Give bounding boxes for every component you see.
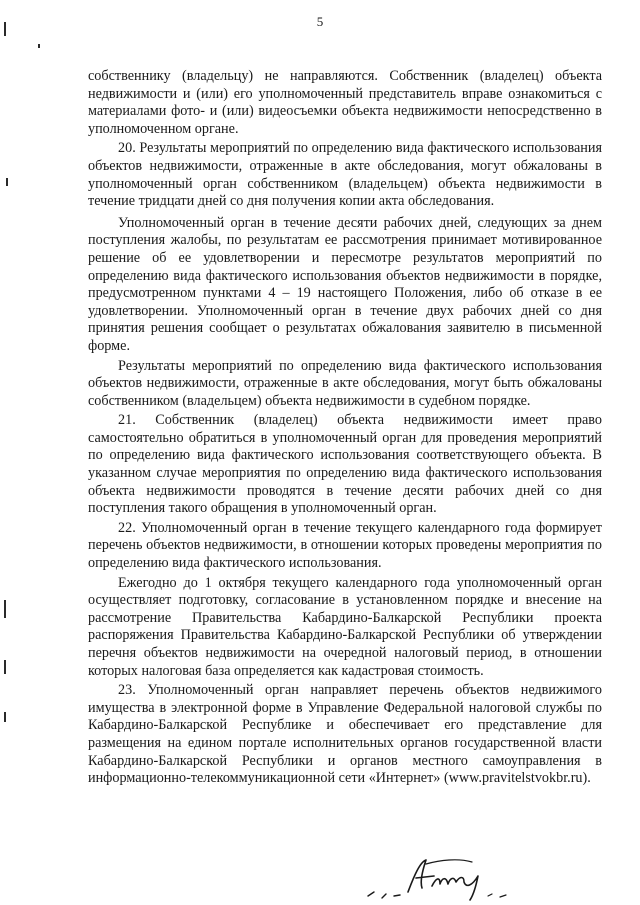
paragraph-item-20: 20. Результаты мероприятий по определению вида фактического использования объектов недвижимости, отраженные в акте обследования, могут обжалованы в уполномоченный орган собственником (владельцем) объекта недвижимости в течение тридцати дней со дня получения копии акта обследования. [88,140,602,210]
paragraph-item-21: 21. Собственник (владелец) объекта недвижимости имеет право самостоятельно обратиться в уполномоченный орган для проведения мероприятий по определению вида фактического использования соответствующего объекта. В указанном случае мероприятия по определению вида фактического использования объекта недвижимости проводятся в течение десяти рабочих дней со дня поступления такого обращения в уполномоченный орган. [88,412,602,517]
scan-mark [4,660,6,674]
signature-icon [360,852,530,902]
paragraph-item-23: 23. Уполномоченный орган направляет перечень объектов недвижимого имущества в электронной форме в Управление Федеральной налоговой службы по Кабардино-Балкарской Республике и обеспечивает его представление для размещения на едином портале исполнительных органов государственной власти Кабардино-Балкарской Республики и органов местного самоуправления в информационно-телекоммуникационной сети «Интернет» (www.pravitelstvokbr.ru). [88,682,602,787]
scan-mark [4,600,6,618]
scan-mark [38,44,40,48]
document-body [88,68,602,788]
paragraph: Результаты мероприятий по определению вида фактического использования объектов недвижимости, отраженные в акте обследования, могут быть обжалованы собственником (владельцем) объекта недвижимости в судебном порядке. [88,357,602,409]
paragraph: Уполномоченный орган в течение десяти рабочих дней, следующих за днем поступления жалобы, по результатам ее рассмотрения принимает мотивированное решение об ее удовлетворении и пересмотре результатов мероприятий по определению вида фактического использования объектов недвижимости в порядке, предусмотренном пунктами 4 – 19 настоящего Положения, либо об отказе в ее удовлетворении. Уполномоченный орган в течение двух рабочих дней со дня принятия решения сообщает о результатах обжалования заявителю в письменной форме. [88,214,602,354]
scan-mark [6,178,8,186]
paragraph: Ежегодно до 1 октября текущего календарного года уполномоченный орган осуществляет подготовку, согласование в установленном порядке и внесение на рассмотрение Правительства Кабардино-Балкарской Республики проекта распоряжения Правительства Кабардино-Балкарской Республики об утверждении перечня объектов недвижимости на очередной налоговый период, в отношении которых налоговая база определяется как кадастровая стоимость. [88,574,602,679]
paragraph-item-22: 22. Уполномоченный орган в течение текущего календарного года формирует перечень объектов недвижимости, в отношении которых проведены мероприятия по определению вида фактического использования. [88,519,602,572]
page-number: 5 [316,14,324,29]
paragraph: собственнику (владельцу) не направляются. Собственник (владелец) объекта недвижимости и (или) его уполномоченный представитель вправе ознакомиться с материалами фото- и (или) видеосъемки объекта недвижимости непосредственно в уполномоченном органе. [88,68,602,137]
scan-mark [4,712,6,722]
